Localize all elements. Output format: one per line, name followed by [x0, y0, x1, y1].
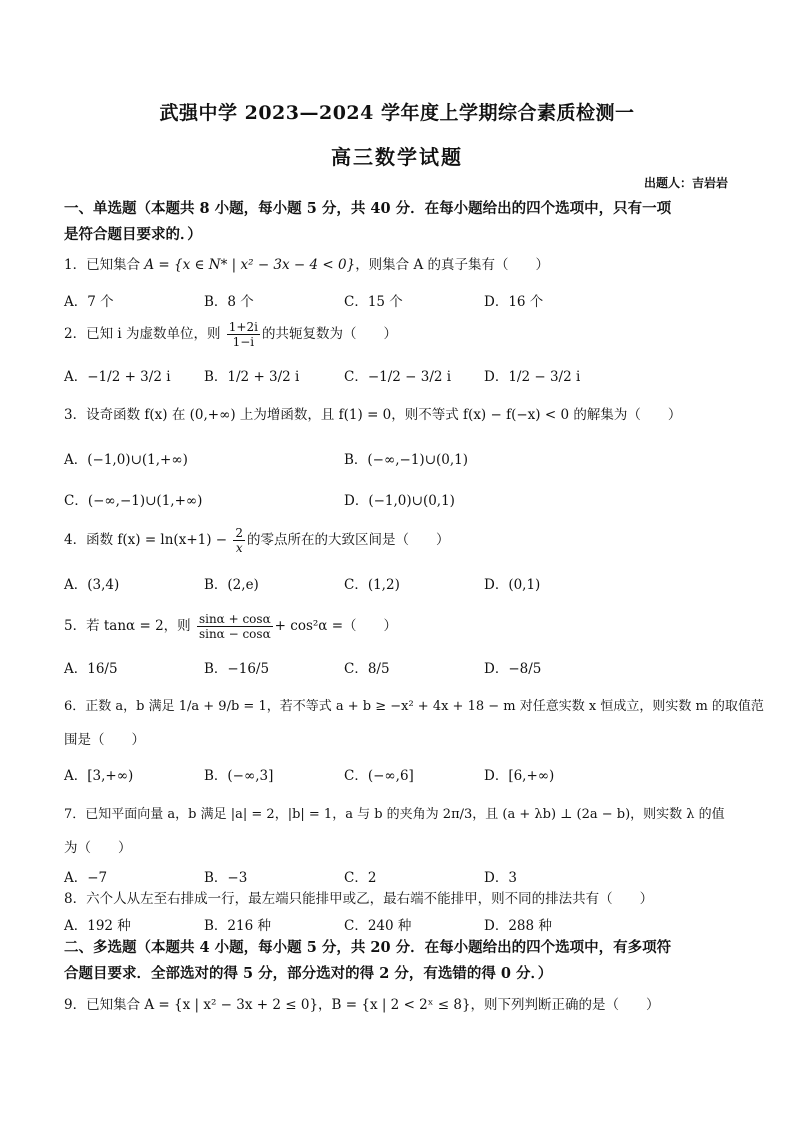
question-number: 1． — [64, 257, 87, 273]
option-d[interactable]: D．[6,+∞) — [484, 768, 555, 784]
question-6-cont — [64, 731, 736, 749]
option-a[interactable]: A．−7 — [64, 870, 108, 886]
options-q3-row1 — [64, 448, 744, 468]
question-6 — [64, 698, 764, 716]
question-stem-text: 已知集合 — [86, 257, 141, 273]
question-stem-text: 若 tanα = 2，则 — [86, 618, 191, 634]
question-stem-line2: 围是（ ） — [64, 732, 145, 748]
option-d[interactable]: D．(0,1) — [484, 577, 541, 593]
question-number: 9． — [64, 997, 87, 1013]
option-a[interactable]: A．7 个 — [64, 294, 114, 310]
option-c[interactable]: C．240 种 — [344, 918, 412, 934]
option-c[interactable]: C．(−∞,−1)∪(1,+∞) — [64, 493, 203, 509]
option-b[interactable]: B．(2,e) — [204, 577, 259, 593]
option-a[interactable]: A．192 种 — [64, 918, 131, 934]
options-q6 — [64, 764, 744, 784]
option-d[interactable]: D．288 种 — [484, 918, 552, 934]
author-label: 出题人：吉岩岩 — [643, 176, 728, 190]
question-stem-text: 函数 f(x) = ln(x+1) − — [86, 532, 228, 548]
section2-heading — [64, 935, 736, 987]
question-stem-text: 的零点所在的大致区间是（ ） — [247, 532, 450, 548]
option-c[interactable]: C．8/5 — [344, 661, 390, 677]
options-q5 — [64, 657, 744, 677]
question-3 — [64, 406, 736, 424]
question-stem-text: ，则集合 A 的真子集有（ ） — [355, 257, 550, 273]
question-5 — [64, 612, 736, 641]
section1-heading — [64, 196, 736, 248]
question-7-cont — [64, 839, 736, 857]
option-d[interactable]: D．−8/5 — [484, 661, 542, 677]
option-b[interactable]: B．8 个 — [204, 294, 254, 310]
section1-heading-line1: 一、单选题（本题共 8 小题，每小题 5 分，共 40 分．在每小题给出的四个选项中，只有一项 — [64, 200, 672, 217]
options-q8 — [64, 914, 744, 934]
set-expression: A = {x ∈ N* | x² − 3x − 4 < 0} — [144, 257, 356, 273]
option-a[interactable]: A．(3,4) — [64, 577, 120, 593]
options-q7 — [64, 866, 744, 886]
option-b[interactable]: B．(−∞,3] — [204, 768, 274, 784]
option-c[interactable]: C．15 个 — [344, 294, 403, 310]
question-stem-line1: 正数 a，b 满足 1/a + 9/b = 1，若不等式 a + b ≥ −x² + 4x + 18 − m 对任意实数 x 恒成立，则实数 m 的取值范 — [85, 699, 764, 714]
question-number: 5． — [64, 618, 87, 634]
fraction-denominator: 1−i — [232, 335, 255, 349]
question-1 — [64, 256, 736, 274]
option-d[interactable]: D．(−1,0)∪(0,1) — [344, 493, 455, 509]
option-a[interactable]: A．−1/2 + 3/2 i — [64, 369, 171, 385]
option-c[interactable]: C．(1,2) — [344, 577, 400, 593]
fraction-denominator: sinα − cosα — [198, 627, 271, 641]
question-number: 8． — [64, 891, 87, 907]
question-number: 4． — [64, 532, 87, 548]
question-stem-text: + cos²α =（ ） — [274, 618, 398, 634]
question-stem-line2: 为（ ） — [64, 840, 132, 856]
option-a[interactable]: A．(−1,0)∪(1,+∞) — [64, 452, 188, 468]
exam-title: 武强中学 2023—2024 学年度上学期综合素质检测一 — [159, 102, 635, 124]
option-b[interactable]: B．1/2 + 3/2 i — [204, 369, 300, 385]
question-7 — [64, 806, 736, 824]
fraction-denominator: x — [235, 541, 243, 555]
option-b[interactable]: B．−3 — [204, 870, 248, 886]
fraction — [233, 526, 245, 555]
question-stem-text: 已知 i 为虚数单位，则 — [86, 326, 221, 342]
question-stem-text: 设奇函数 f(x) 在 (0,+∞) 上为增函数，且 f(1) = 0，则不等式 f(x) − f(−x) < 0 的解集为（ ） — [86, 407, 682, 423]
option-d[interactable]: D．3 — [484, 870, 517, 886]
options-q3-row2 — [64, 489, 744, 509]
fraction-numerator: 1+2i — [228, 320, 258, 334]
question-number: 6． — [64, 699, 86, 714]
options-q2 — [64, 365, 744, 385]
section2-heading-line1: 二、多选题（本题共 4 小题，每小题 5 分，共 20 分．在每小题给出的四个选项中，有多项符 — [64, 939, 672, 956]
question-stem-text: 六个人从左至右排成一行，最左端只能排甲或乙，最右端不能排甲，则不同的排法共有（ ） — [86, 891, 654, 907]
question-number: 3． — [64, 407, 87, 423]
options-q4 — [64, 573, 744, 593]
section1-heading-line2: 是符合题目要求的．） — [64, 226, 202, 243]
question-stem-text: 的共轭复数为（ ） — [261, 326, 397, 342]
question-number: 7． — [64, 807, 86, 822]
option-a[interactable]: A．[3,+∞) — [64, 768, 134, 784]
fraction-numerator: sinα + cosα — [198, 612, 271, 626]
option-c[interactable]: C．2 — [344, 870, 377, 886]
question-8 — [64, 890, 736, 908]
question-4 — [64, 526, 736, 555]
section2-heading-line2: 合题目要求．全部选对的得 5 分，部分选对的得 2 分，有选错的得 0 分．） — [64, 965, 553, 982]
option-a[interactable]: A．16/5 — [64, 661, 118, 677]
option-c[interactable]: C．(−∞,6] — [344, 768, 414, 784]
question-number: 2． — [64, 326, 87, 342]
options-q1 — [64, 290, 744, 310]
fraction — [197, 612, 273, 641]
option-d[interactable]: D．16 个 — [484, 294, 544, 310]
option-d[interactable]: D．1/2 − 3/2 i — [484, 369, 581, 385]
option-b[interactable]: B．(−∞,−1)∪(0,1) — [344, 452, 469, 468]
option-c[interactable]: C．−1/2 − 3/2 i — [344, 369, 452, 385]
question-9 — [64, 996, 736, 1014]
question-stem-line1: 已知平面向量 a，b 满足 |a| = 2，|b| = 1，a 与 b 的夹角为 2π/3，且 (a + λb) ⊥ (2a − b)，则实数 λ 的值 — [85, 807, 725, 822]
question-stem-text: 已知集合 A = {x | x² − 3x + 2 ≤ 0}，B = {x | 2 < 2ˣ ≤ 8}，则下列判断正确的是（ ） — [86, 997, 660, 1013]
exam-subtitle: 高三数学试题 — [331, 145, 463, 169]
fraction-numerator: 2 — [235, 526, 244, 540]
option-b[interactable]: B．216 种 — [204, 918, 271, 934]
option-b[interactable]: B．−16/5 — [204, 661, 270, 677]
question-2 — [64, 320, 736, 349]
fraction — [227, 320, 260, 349]
